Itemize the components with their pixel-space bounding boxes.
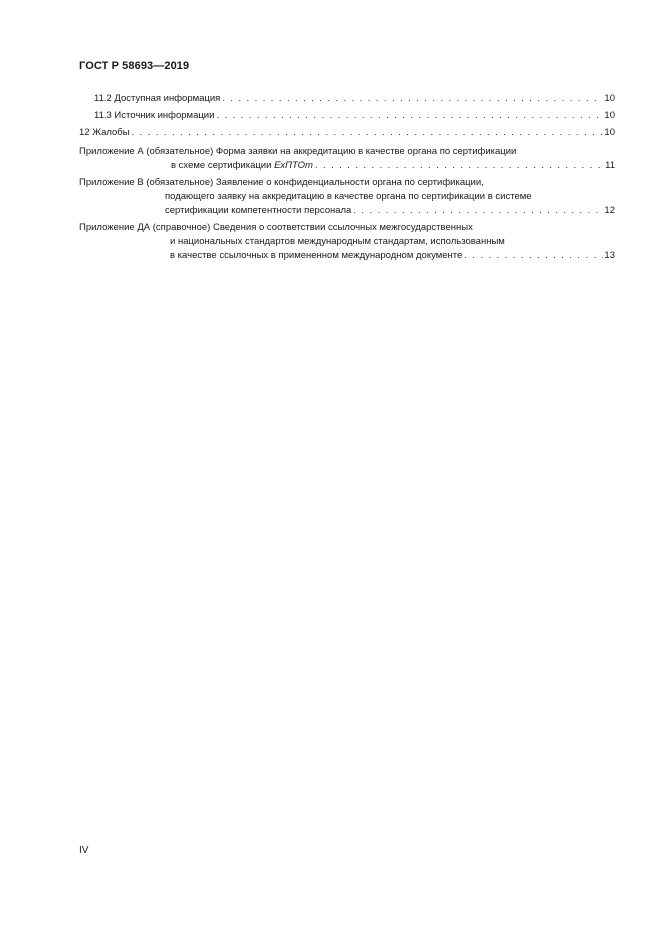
- toc-page-number: 10: [604, 93, 615, 104]
- toc-entry-title-line: Приложение В (обязательное) Заявление о конфиденциальности органа по сертификации,: [79, 177, 484, 188]
- toc-entry-title: 11.3 Источник информации: [94, 110, 215, 121]
- toc-entry-appendix-da[interactable]: [79, 221, 615, 263]
- scheme-name: ЕхПТОт: [274, 160, 313, 171]
- toc-entry-title: 12 Жалобы: [79, 127, 130, 138]
- toc-entry-title-line: Приложение ДА (справочное) Сведения о соответствии ссылочных межгосударственных: [79, 222, 473, 233]
- toc-entry-title-line: и национальных стандартов международным стандартам, использованным: [170, 236, 505, 247]
- toc-leader-dots: [220, 92, 603, 106]
- toc-entry-appendix-a[interactable]: [79, 145, 615, 173]
- toc-entry-title-line: Приложение А (обязательное) Форма заявки на аккредитацию в качестве органа по сертификации: [79, 146, 517, 157]
- toc-entry-title-line: в схеме сертификации: [171, 160, 275, 171]
- toc-entry-12[interactable]: [79, 126, 615, 140]
- toc-entry-title-line: сертификации компетентности персонала: [165, 205, 352, 216]
- page-number: IV: [79, 845, 89, 856]
- toc-leader-dots: [214, 109, 603, 123]
- toc-entry-appendix-b[interactable]: [79, 176, 615, 218]
- toc-page-number: 12: [604, 205, 615, 216]
- toc-page-number: 11: [605, 160, 615, 171]
- toc-page-number: 10: [604, 127, 615, 138]
- toc-page-number: 10: [604, 110, 615, 121]
- toc-leader-dots: [313, 159, 604, 173]
- document-header: ГОСТ Р 58693—2019: [79, 60, 190, 72]
- toc-entry-title-line: в качестве ссылочных в примененном международном документе: [170, 250, 463, 261]
- table-of-contents: [79, 92, 615, 263]
- toc-entry-title: 11.2 Доступная информация: [94, 93, 221, 104]
- toc-entry-11-2[interactable]: [79, 92, 615, 106]
- toc-entry-title-line: подающего заявку на аккредитацию в качестве органа по сертификации в системе: [165, 191, 532, 202]
- toc-leader-dots: [130, 126, 604, 140]
- toc-entry-11-3[interactable]: [79, 109, 615, 123]
- toc-leader-dots: [462, 249, 603, 263]
- toc-leader-dots: [351, 204, 603, 218]
- toc-page-number: 13: [604, 250, 615, 261]
